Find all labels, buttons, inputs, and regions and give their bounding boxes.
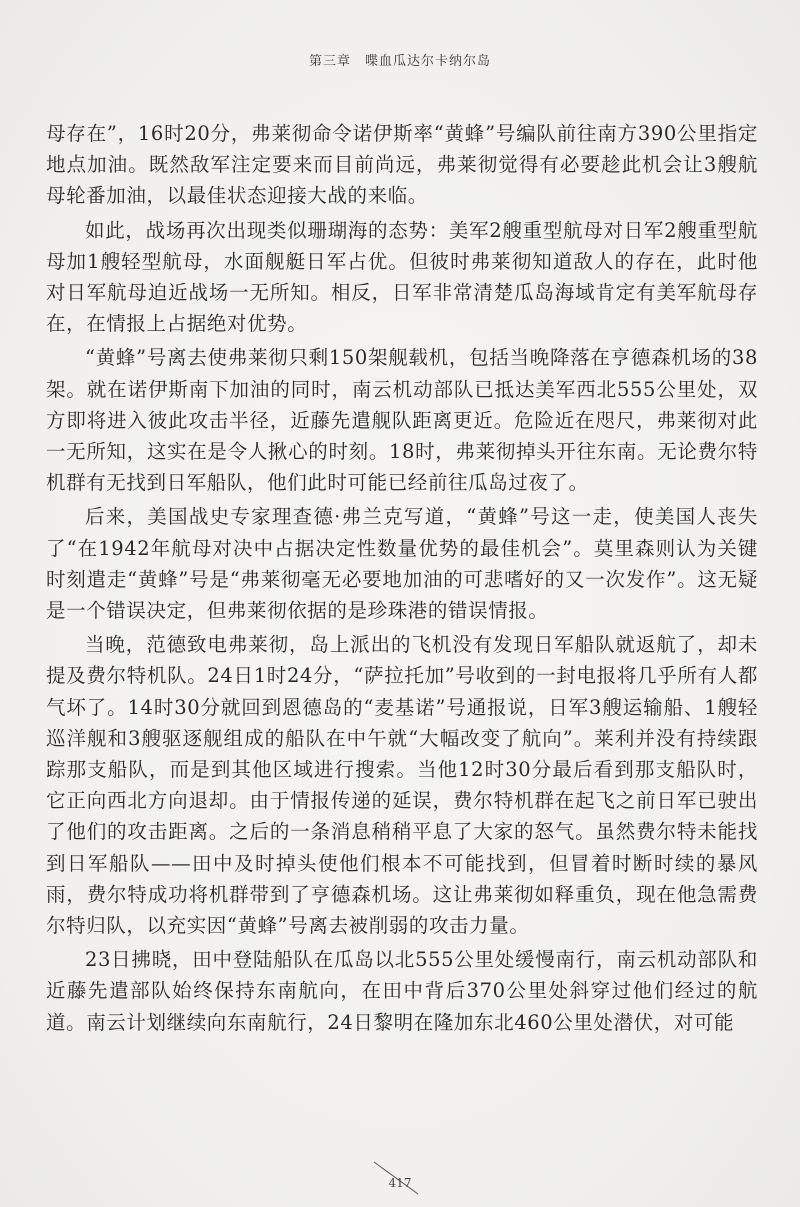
- running-header: [0, 50, 800, 69]
- body-text: [46, 118, 758, 1038]
- chapter-title: 喋血瓜达尔卡纳尔岛: [365, 54, 492, 69]
- paragraph: 母存在”，16时20分，弗莱彻命令诺伊斯率“黄蜂”号编队前往南方390公里指定地点加油。既然敌军注定要来而目前尚远，弗莱彻觉得有必要趁此机会让3艘航母轮番加油，以最佳状态迎接大战的来临。: [46, 122, 758, 208]
- paragraph: 后来，美国战史专家理查德·弗兰克写道，“黄蜂”号这一走，使美国人丧失了“在1942年航母对决中占据决定性数量优势的最佳机会”。莫里森则认为关键时刻遣走“黄蜂”号是“弗莱彻毫无必要地加油的可悲嗜好的又一次发作”。这无疑是一个错误决定，但弗莱彻依据的是珍珠港的错误情报。: [46, 505, 758, 623]
- page-number: 417: [388, 1176, 412, 1190]
- paragraph: 如此，战场再次出现类似珊瑚海的态势：美军2艘重型航母对日军2艘重型航母加1艘轻型航母，水面舰艇日军占优。但彼时弗莱彻知道敌人的存在，此时他对日军航母迫近战场一无所知。相反，日军非常清楚瓜岛海域肯定有美军航母存在，在情报上占据绝对优势。: [46, 218, 758, 336]
- paragraph: “黄蜂”号离去使弗莱彻只剩150架舰载机，包括当晚降落在亨德森机场的38架。就在诺伊斯南下加油的同时，南云机动部队已抵达美军西北555公里处，双方即将进入彼此攻击半径，近藤先遣舰队距离更近。危险近在咫尺，弗莱彻对此一无所知，这实在是令人揪心的时刻。18时，弗莱彻掉头开往东南。无论费尔特机群有无找到日军船队，他们此时可能已经前往瓜岛过夜了。: [46, 346, 758, 495]
- paragraph: 当晚，范德致电弗莱彻，岛上派出的飞机没有发现日军船队就返航了，却未提及费尔特机队。24日1时24分，“萨拉托加”号收到的一封电报将几乎所有人都气坏了。14时30分就回到恩德岛的“麦基诺”号通报说，日军3艘运输船、1艘轻巡洋舰和3艘驱逐舰组成的船队在中午就“大幅改变了航向”。莱利并没有持续跟踪那支船队，而是到其他区域进行搜索。当他12时30分最后看到那支船队时，它正向西北方向退却。由于情报传递的延误，费尔特机群在起飞之前日军已驶出了他们的攻击距离。之后的一条消息稍稍平息了大家的怒气。虽然费尔特未能找到日军船队——田中及时掉头使他们根本不可能找到，但冒着时断时续的暴风雨，费尔特成功将机群带到了亨德森机场。这让弗莱彻如释重负，现在他急需费尔特归队，以充实因“黄蜂”号离去被削弱的攻击力量。: [46, 633, 758, 938]
- paragraph: 23日拂晓，田中登陆船队在瓜岛以北555公里处缓慢南行，南云机动部队和近藤先遣部队始终保持东南航向，在田中背后370公里处斜穿过他们经过的航道。南云计划继续向东南航行，24日黎明在隆加东北460公里处潜伏，对可能: [46, 948, 758, 1034]
- chapter-label: 第三章: [308, 54, 351, 69]
